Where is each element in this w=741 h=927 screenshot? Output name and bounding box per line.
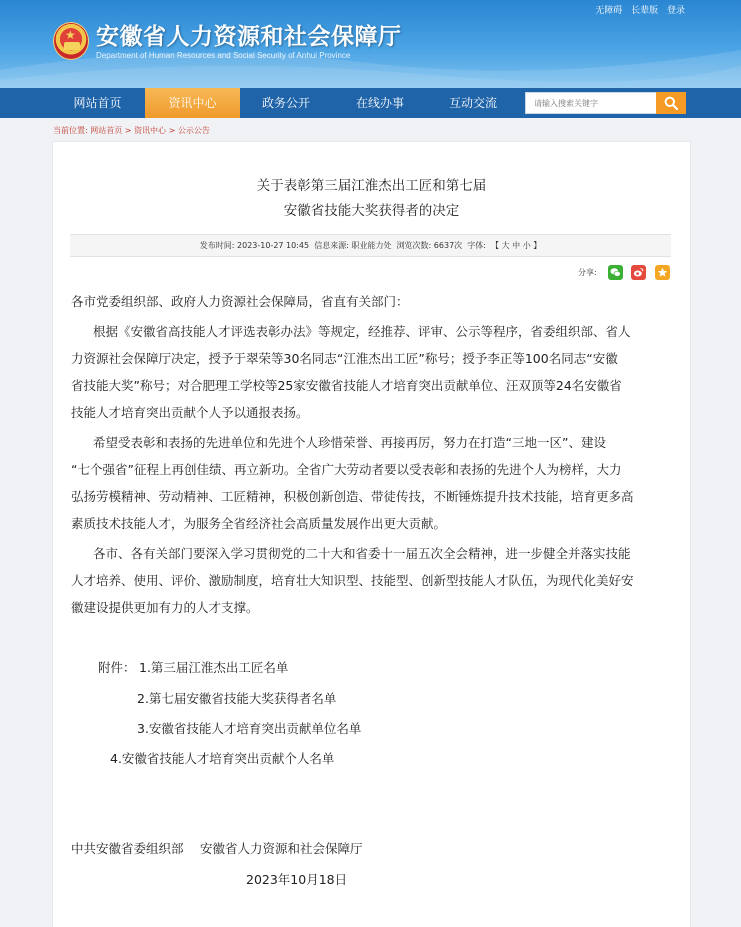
breadcrumb-home[interactable]: 网站首页 [90,126,123,135]
accessibility-link[interactable]: 无障碍 [595,6,623,16]
site-title[interactable]: 安徽省人力资源和社会保障厅 [96,24,402,50]
wechat-icon [610,267,621,278]
font-bracket-open: 【 [491,241,500,250]
nav-interaction[interactable]: 互动交流 [448,96,497,110]
login-link[interactable]: 登录 [666,6,685,16]
site-subtitle: Department of Human Resources and Social Security of Anhui Province [96,51,351,60]
breadcrumb-separator: > [168,126,178,135]
font-bracket-close: 】 [533,241,542,250]
elder-version-link[interactable]: 长辈版 [631,6,659,16]
para2-line4: 素质技术技能人才，为服务全省经济社会高质量发展作出更大贡献。 [71,516,447,531]
search-input[interactable] [525,92,656,114]
publish-label: 发布时间: [199,241,235,250]
share-label: 分享: [578,268,597,277]
breadcrumb-separator: > [124,126,135,135]
search-button[interactable] [656,92,686,114]
document-date: 2023年10月18日 [246,872,348,887]
font-size-label: 字体: [467,241,486,250]
attachment-link-4[interactable]: 4.安徽省技能人才培育突出贡献个人名单 [110,751,335,766]
nav-government-affairs[interactable]: 政务公开 [261,96,310,110]
attachment-link-2[interactable]: 2.第七届安徽省技能大奖获得者名单 [137,691,337,706]
font-large-button[interactable]: 大 [501,241,510,250]
breadcrumb-news-center[interactable]: 资讯中心 [134,126,167,135]
source-label: 信息来源: [314,241,349,250]
signature: 中共安徽省委组织部 安徽省人力资源和社会保障厅 [71,841,363,856]
font-medium-button[interactable]: 中 [512,241,521,250]
emblem-icon: ★ [53,22,89,60]
breadcrumb [53,125,210,136]
para2-line1: 希望受表彰和表扬的先进单位和先进个人珍惜荣誉、再接再厉，努力在打造“三地一区”、建设 [93,435,606,450]
article-meta [70,234,671,257]
nav-home[interactable]: 网站首页 [73,96,122,110]
para1-line3: 省技能大奖”称号；对合肥理工学校等25家安徽省技能人才培育突出贡献单位、汪双顶等24名安徽省 [71,378,622,393]
para3-line2: 人才培养、使用、评价、激励制度，培育壮大知识型、技能型、创新型技能人才队伍，为现代化美好安 [71,573,634,588]
views-count: 6637次 [433,241,463,250]
share-qzone-button[interactable] [655,265,670,280]
content-panel [52,141,691,927]
para3-line3: 徽建设提供更加有力的人才支撑。 [71,600,259,615]
publish-time: 2023-10-27 10:45 [237,241,310,250]
attachment-link-3[interactable]: 3.安徽省技能人才培育突出贡献单位名单 [137,721,362,736]
share-weibo-button[interactable] [631,265,646,280]
para2-line3: 弘扬劳模精神、劳动精神、工匠精神，积极创新创造、带徒传技，不断锤炼提升技术技能，培育更多高 [71,489,634,504]
para2-line2: “七个强省”征程上再创佳绩、再立新功。全省广大劳动者要以受表彰和表扬的先进个人为榜样，大力 [71,462,622,477]
para1-line2: 力资源社会保障厅决定，授予于翠荣等30名同志“江淮杰出工匠”称号；授予李正等100名同志“安徽 [71,351,618,366]
site-header [0,0,741,88]
nav-online-services[interactable]: 在线办事 [355,96,404,110]
weibo-icon [633,267,644,278]
source-value: 职业能力处 [351,241,392,250]
font-small-button[interactable]: 小 [522,241,531,250]
para1-line1: 根据《安徽省高技能人才评选表彰办法》等规定，经推荐、评审、公示等程序，省委组织部、省人 [93,324,631,339]
qzone-icon [657,267,668,278]
article-title-line1: 关于表彰第三届江淮杰出工匠和第七届 [256,178,487,194]
attachment-link-1[interactable]: 1.第三届江淮杰出工匠名单 [139,660,289,675]
salutation: 各市党委组织部、政府人力资源社会保障局，省直有关部门： [71,294,409,309]
search-box [525,92,686,114]
top-links [589,3,685,16]
breadcrumb-announcements[interactable]: 公示公告 [177,126,210,135]
article-title-line2: 安徽省技能大奖获得者的决定 [283,203,460,219]
share-wechat-button[interactable] [608,265,623,280]
nav-news-center[interactable]: 资讯中心 [145,88,240,118]
attachments-label: 附件： [98,660,136,675]
para1-line4: 技能人才培育突出贡献个人予以通报表扬。 [71,405,309,420]
views-label: 浏览次数: [396,241,432,250]
search-icon [664,96,678,110]
para3-line1: 各市、各有关部门要深入学习贯彻党的二十大和省委十一届五次全会精神，进一步健全并落实技能 [93,546,631,561]
breadcrumb-prefix: 当前位置: [53,126,88,135]
